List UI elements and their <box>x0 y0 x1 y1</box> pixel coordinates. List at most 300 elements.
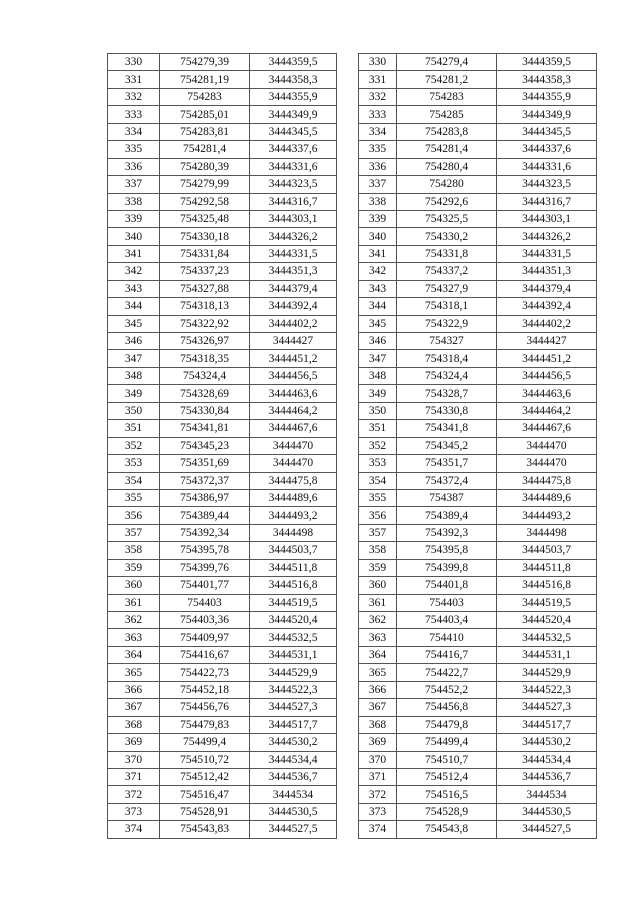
y-coordinate-cell: 3444345,5 <box>250 123 337 140</box>
y-coordinate-cell: 3444355,9 <box>250 88 337 105</box>
x-coordinate-cell: 754325,48 <box>160 210 250 227</box>
y-coordinate-cell: 3444358,3 <box>250 71 337 88</box>
x-coordinate-cell: 754283,8 <box>397 123 497 140</box>
x-coordinate-cell: 754327,9 <box>397 280 497 297</box>
y-coordinate-cell: 3444529,9 <box>250 664 337 681</box>
table-row <box>359 402 597 419</box>
y-coordinate-cell: 3444532,5 <box>497 629 597 646</box>
point-number-cell: 367 <box>359 699 397 716</box>
y-coordinate-cell: 3444464,2 <box>250 402 337 419</box>
x-coordinate-cell: 754279,99 <box>160 176 250 193</box>
x-coordinate-cell: 754283 <box>160 88 250 105</box>
table-row <box>108 193 337 210</box>
table-row <box>108 768 337 785</box>
table-row <box>359 367 597 384</box>
point-number-cell: 362 <box>359 612 397 629</box>
y-coordinate-cell: 3444345,5 <box>497 123 597 140</box>
x-coordinate-cell: 754283,81 <box>160 123 250 140</box>
table-row <box>108 245 337 262</box>
y-coordinate-cell: 3444475,8 <box>250 472 337 489</box>
point-number-cell: 355 <box>108 489 160 506</box>
point-number-cell: 340 <box>108 228 160 245</box>
point-number-cell: 353 <box>359 455 397 472</box>
point-number-cell: 364 <box>359 646 397 663</box>
table-row <box>359 210 597 227</box>
table-row <box>108 542 337 559</box>
y-coordinate-cell: 3444522,3 <box>250 681 337 698</box>
y-coordinate-cell: 3444349,9 <box>250 106 337 123</box>
point-number-cell: 342 <box>359 263 397 280</box>
x-coordinate-cell: 754389,4 <box>397 507 497 524</box>
x-coordinate-cell: 754281,2 <box>397 71 497 88</box>
point-number-cell: 366 <box>108 681 160 698</box>
x-coordinate-cell: 754351,69 <box>160 455 250 472</box>
point-number-cell: 362 <box>108 612 160 629</box>
x-coordinate-cell: 754510,72 <box>160 751 250 768</box>
x-coordinate-cell: 754479,83 <box>160 716 250 733</box>
point-number-cell: 360 <box>359 577 397 594</box>
y-coordinate-cell: 3444323,5 <box>497 176 597 193</box>
point-number-cell: 350 <box>108 402 160 419</box>
table-row <box>108 646 337 663</box>
y-coordinate-cell: 3444517,7 <box>497 716 597 733</box>
y-coordinate-cell: 3444331,6 <box>497 158 597 175</box>
y-coordinate-cell: 3444522,3 <box>497 681 597 698</box>
point-number-cell: 354 <box>359 472 397 489</box>
point-number-cell: 346 <box>359 333 397 350</box>
point-number-cell: 371 <box>108 768 160 785</box>
x-coordinate-cell: 754337,2 <box>397 263 497 280</box>
y-coordinate-cell: 3444331,5 <box>497 245 597 262</box>
table-row <box>108 699 337 716</box>
x-coordinate-cell: 754328,7 <box>397 385 497 402</box>
y-coordinate-cell: 3444316,7 <box>250 193 337 210</box>
table-row <box>108 455 337 472</box>
table-row <box>359 594 597 611</box>
y-coordinate-cell: 3444303,1 <box>497 210 597 227</box>
point-number-cell: 357 <box>359 524 397 541</box>
y-coordinate-cell: 3444359,5 <box>497 54 597 71</box>
x-coordinate-cell: 754543,83 <box>160 821 250 838</box>
x-coordinate-cell: 754452,18 <box>160 681 250 698</box>
point-number-cell: 371 <box>359 768 397 785</box>
y-coordinate-cell: 3444451,2 <box>250 350 337 367</box>
x-coordinate-cell: 754387 <box>397 489 497 506</box>
y-coordinate-cell: 3444355,9 <box>497 88 597 105</box>
table-row <box>359 245 597 262</box>
table-row <box>108 228 337 245</box>
table-row <box>108 472 337 489</box>
table-row <box>359 106 597 123</box>
x-coordinate-cell: 754399,8 <box>397 559 497 576</box>
x-coordinate-cell: 754512,4 <box>397 768 497 785</box>
y-coordinate-cell: 3444527,5 <box>250 821 337 838</box>
table-row <box>359 786 597 803</box>
y-coordinate-cell: 3444456,5 <box>250 367 337 384</box>
y-coordinate-cell: 3444463,6 <box>497 385 597 402</box>
y-coordinate-cell: 3444527,3 <box>250 699 337 716</box>
point-number-cell: 358 <box>108 542 160 559</box>
table-row <box>359 158 597 175</box>
point-number-cell: 368 <box>359 716 397 733</box>
point-number-cell: 369 <box>108 734 160 751</box>
x-coordinate-cell: 754372,37 <box>160 472 250 489</box>
table-row <box>359 716 597 733</box>
table-row <box>108 123 337 140</box>
table-row <box>108 315 337 332</box>
x-coordinate-cell: 754330,8 <box>397 402 497 419</box>
point-number-cell: 360 <box>108 577 160 594</box>
x-coordinate-cell: 754372,4 <box>397 472 497 489</box>
point-number-cell: 351 <box>359 420 397 437</box>
y-coordinate-cell: 3444303,1 <box>250 210 337 227</box>
point-number-cell: 364 <box>108 646 160 663</box>
point-number-cell: 344 <box>359 298 397 315</box>
point-number-cell: 368 <box>108 716 160 733</box>
table-row <box>359 193 597 210</box>
table-row <box>108 350 337 367</box>
point-number-cell: 332 <box>108 88 160 105</box>
coordinates-table-right <box>358 53 597 839</box>
table-row <box>359 333 597 350</box>
x-coordinate-cell: 754528,91 <box>160 803 250 820</box>
y-coordinate-cell: 3444534,4 <box>497 751 597 768</box>
point-number-cell: 351 <box>108 420 160 437</box>
point-number-cell: 331 <box>108 71 160 88</box>
table-row <box>108 437 337 454</box>
x-coordinate-cell: 754341,81 <box>160 420 250 437</box>
point-number-cell: 345 <box>108 315 160 332</box>
table-row <box>359 228 597 245</box>
table-row <box>108 263 337 280</box>
point-number-cell: 374 <box>359 821 397 838</box>
point-number-cell: 334 <box>108 123 160 140</box>
x-coordinate-cell: 754281,19 <box>160 71 250 88</box>
point-number-cell: 345 <box>359 315 397 332</box>
y-coordinate-cell: 3444530,2 <box>250 734 337 751</box>
point-number-cell: 361 <box>359 594 397 611</box>
x-coordinate-cell: 754322,92 <box>160 315 250 332</box>
x-coordinate-cell: 754331,8 <box>397 245 497 262</box>
y-coordinate-cell: 3444519,5 <box>497 594 597 611</box>
x-coordinate-cell: 754326,97 <box>160 333 250 350</box>
y-coordinate-cell: 3444427 <box>497 333 597 350</box>
table-row <box>108 786 337 803</box>
table-row <box>359 629 597 646</box>
y-coordinate-cell: 3444530,2 <box>497 734 597 751</box>
table-row <box>108 106 337 123</box>
y-coordinate-cell: 3444358,3 <box>497 71 597 88</box>
y-coordinate-cell: 3444520,4 <box>250 612 337 629</box>
point-number-cell: 343 <box>359 280 397 297</box>
x-coordinate-cell: 754322,9 <box>397 315 497 332</box>
point-number-cell: 338 <box>108 193 160 210</box>
table-row <box>108 716 337 733</box>
table-row <box>359 472 597 489</box>
y-coordinate-cell: 3444530,5 <box>250 803 337 820</box>
table-body <box>108 54 337 839</box>
y-coordinate-cell: 3444536,7 <box>497 768 597 785</box>
x-coordinate-cell: 754403,36 <box>160 612 250 629</box>
y-coordinate-cell: 3444323,5 <box>250 176 337 193</box>
table-row <box>359 88 597 105</box>
y-coordinate-cell: 3444503,7 <box>250 542 337 559</box>
x-coordinate-cell: 754422,73 <box>160 664 250 681</box>
point-number-cell: 365 <box>108 664 160 681</box>
y-coordinate-cell: 3444470 <box>497 437 597 454</box>
y-coordinate-cell: 3444493,2 <box>250 507 337 524</box>
x-coordinate-cell: 754281,4 <box>160 141 250 158</box>
table-row <box>108 803 337 820</box>
x-coordinate-cell: 754499,4 <box>160 734 250 751</box>
point-number-cell: 343 <box>108 280 160 297</box>
point-number-cell: 372 <box>359 786 397 803</box>
table-row <box>359 176 597 193</box>
x-coordinate-cell: 754452,2 <box>397 681 497 698</box>
y-coordinate-cell: 3444531,1 <box>497 646 597 663</box>
point-number-cell: 369 <box>359 734 397 751</box>
x-coordinate-cell: 754345,23 <box>160 437 250 454</box>
table-row <box>359 280 597 297</box>
y-coordinate-cell: 3444516,8 <box>497 577 597 594</box>
x-coordinate-cell: 754410 <box>397 629 497 646</box>
y-coordinate-cell: 3444337,6 <box>497 141 597 158</box>
y-coordinate-cell: 3444359,5 <box>250 54 337 71</box>
x-coordinate-cell: 754325,5 <box>397 210 497 227</box>
point-number-cell: 348 <box>359 367 397 384</box>
y-coordinate-cell: 3444331,5 <box>250 245 337 262</box>
point-number-cell: 350 <box>359 402 397 419</box>
x-coordinate-cell: 754292,6 <box>397 193 497 210</box>
table-row <box>359 437 597 454</box>
coordinates-table-left <box>107 53 337 839</box>
table-row <box>108 176 337 193</box>
table-row <box>359 315 597 332</box>
y-coordinate-cell: 3444511,8 <box>250 559 337 576</box>
point-number-cell: 341 <box>359 245 397 262</box>
x-coordinate-cell: 754543,8 <box>397 821 497 838</box>
y-coordinate-cell: 3444451,2 <box>497 350 597 367</box>
y-coordinate-cell: 3444467,6 <box>497 420 597 437</box>
point-number-cell: 353 <box>108 455 160 472</box>
table-row <box>359 646 597 663</box>
table-row <box>359 420 597 437</box>
x-coordinate-cell: 754422,7 <box>397 664 497 681</box>
table-row <box>108 158 337 175</box>
point-number-cell: 367 <box>108 699 160 716</box>
y-coordinate-cell: 3444498 <box>250 524 337 541</box>
x-coordinate-cell: 754516,47 <box>160 786 250 803</box>
table-row <box>359 803 597 820</box>
x-coordinate-cell: 754341,8 <box>397 420 497 437</box>
point-number-cell: 336 <box>108 158 160 175</box>
point-number-cell: 335 <box>359 141 397 158</box>
point-number-cell: 334 <box>359 123 397 140</box>
x-coordinate-cell: 754318,4 <box>397 350 497 367</box>
x-coordinate-cell: 754285,01 <box>160 106 250 123</box>
x-coordinate-cell: 754330,84 <box>160 402 250 419</box>
y-coordinate-cell: 3444534,4 <box>250 751 337 768</box>
x-coordinate-cell: 754285 <box>397 106 497 123</box>
table-row <box>359 71 597 88</box>
y-coordinate-cell: 3444351,3 <box>497 263 597 280</box>
y-coordinate-cell: 3444516,8 <box>250 577 337 594</box>
y-coordinate-cell: 3444475,8 <box>497 472 597 489</box>
table-row <box>359 542 597 559</box>
point-number-cell: 337 <box>108 176 160 193</box>
table-row <box>359 298 597 315</box>
x-coordinate-cell: 754416,67 <box>160 646 250 663</box>
table-row <box>108 629 337 646</box>
table-row <box>108 507 337 524</box>
point-number-cell: 347 <box>108 350 160 367</box>
x-coordinate-cell: 754456,8 <box>397 699 497 716</box>
table-row <box>359 751 597 768</box>
point-number-cell: 342 <box>108 263 160 280</box>
y-coordinate-cell: 3444326,2 <box>497 228 597 245</box>
y-coordinate-cell: 3444456,5 <box>497 367 597 384</box>
point-number-cell: 370 <box>108 751 160 768</box>
x-coordinate-cell: 754392,34 <box>160 524 250 541</box>
point-number-cell: 373 <box>108 803 160 820</box>
y-coordinate-cell: 3444532,5 <box>250 629 337 646</box>
point-number-cell: 361 <box>108 594 160 611</box>
y-coordinate-cell: 3444536,7 <box>250 768 337 785</box>
table-row <box>359 123 597 140</box>
y-coordinate-cell: 3444326,2 <box>250 228 337 245</box>
y-coordinate-cell: 3444530,5 <box>497 803 597 820</box>
table-row <box>108 612 337 629</box>
y-coordinate-cell: 3444316,7 <box>497 193 597 210</box>
y-coordinate-cell: 3444379,4 <box>250 280 337 297</box>
table-row <box>108 420 337 437</box>
table-row <box>359 577 597 594</box>
point-number-cell: 357 <box>108 524 160 541</box>
table-row <box>359 489 597 506</box>
table-row <box>108 734 337 751</box>
y-coordinate-cell: 3444503,7 <box>497 542 597 559</box>
y-coordinate-cell: 3444498 <box>497 524 597 541</box>
table-row <box>108 524 337 541</box>
table-row <box>359 54 597 71</box>
x-coordinate-cell: 754499,4 <box>397 734 497 751</box>
y-coordinate-cell: 3444529,9 <box>497 664 597 681</box>
table-row <box>108 367 337 384</box>
x-coordinate-cell: 754280 <box>397 176 497 193</box>
table-row <box>108 88 337 105</box>
y-coordinate-cell: 3444517,7 <box>250 716 337 733</box>
table-row <box>359 559 597 576</box>
point-number-cell: 366 <box>359 681 397 698</box>
point-number-cell: 339 <box>108 210 160 227</box>
x-coordinate-cell: 754351,7 <box>397 455 497 472</box>
y-coordinate-cell: 3444331,6 <box>250 158 337 175</box>
point-number-cell: 336 <box>359 158 397 175</box>
y-coordinate-cell: 3444351,3 <box>250 263 337 280</box>
point-number-cell: 348 <box>108 367 160 384</box>
point-number-cell: 338 <box>359 193 397 210</box>
x-coordinate-cell: 754330,18 <box>160 228 250 245</box>
point-number-cell: 340 <box>359 228 397 245</box>
y-coordinate-cell: 3444527,3 <box>497 699 597 716</box>
table-row <box>359 734 597 751</box>
table-row <box>359 612 597 629</box>
x-coordinate-cell: 754392,3 <box>397 524 497 541</box>
y-coordinate-cell: 3444337,6 <box>250 141 337 158</box>
table-row <box>359 263 597 280</box>
x-coordinate-cell: 754330,2 <box>397 228 497 245</box>
y-coordinate-cell: 3444511,8 <box>497 559 597 576</box>
x-coordinate-cell: 754456,76 <box>160 699 250 716</box>
x-coordinate-cell: 754337,23 <box>160 263 250 280</box>
x-coordinate-cell: 754479,8 <box>397 716 497 733</box>
y-coordinate-cell: 3444392,4 <box>497 298 597 315</box>
point-number-cell: 333 <box>108 106 160 123</box>
point-number-cell: 365 <box>359 664 397 681</box>
point-number-cell: 354 <box>108 472 160 489</box>
x-coordinate-cell: 754510,7 <box>397 751 497 768</box>
y-coordinate-cell: 3444470 <box>250 455 337 472</box>
x-coordinate-cell: 754281,4 <box>397 141 497 158</box>
table-row <box>108 681 337 698</box>
x-coordinate-cell: 754399,76 <box>160 559 250 576</box>
table-row <box>108 489 337 506</box>
point-number-cell: 373 <box>359 803 397 820</box>
table-row <box>108 385 337 402</box>
x-coordinate-cell: 754292,58 <box>160 193 250 210</box>
point-number-cell: 346 <box>108 333 160 350</box>
y-coordinate-cell: 3444534 <box>497 786 597 803</box>
y-coordinate-cell: 3444470 <box>497 455 597 472</box>
table-row <box>359 524 597 541</box>
point-number-cell: 352 <box>359 437 397 454</box>
table-row <box>108 298 337 315</box>
x-coordinate-cell: 754318,35 <box>160 350 250 367</box>
point-number-cell: 370 <box>359 751 397 768</box>
table-row <box>359 664 597 681</box>
point-number-cell: 359 <box>359 559 397 576</box>
point-number-cell: 347 <box>359 350 397 367</box>
x-coordinate-cell: 754318,1 <box>397 298 497 315</box>
point-number-cell: 349 <box>359 385 397 402</box>
y-coordinate-cell: 3444379,4 <box>497 280 597 297</box>
table-row <box>359 385 597 402</box>
x-coordinate-cell: 754401,8 <box>397 577 497 594</box>
x-coordinate-cell: 754528,9 <box>397 803 497 820</box>
x-coordinate-cell: 754403,4 <box>397 612 497 629</box>
y-coordinate-cell: 3444392,4 <box>250 298 337 315</box>
point-number-cell: 355 <box>359 489 397 506</box>
x-coordinate-cell: 754386,97 <box>160 489 250 506</box>
y-coordinate-cell: 3444493,2 <box>497 507 597 524</box>
x-coordinate-cell: 754318,13 <box>160 298 250 315</box>
point-number-cell: 335 <box>108 141 160 158</box>
x-coordinate-cell: 754395,78 <box>160 542 250 559</box>
y-coordinate-cell: 3444519,5 <box>250 594 337 611</box>
table-row <box>108 71 337 88</box>
point-number-cell: 359 <box>108 559 160 576</box>
table-row <box>108 821 337 838</box>
table-row <box>108 664 337 681</box>
table-row <box>359 821 597 838</box>
x-coordinate-cell: 754283 <box>397 88 497 105</box>
x-coordinate-cell: 754328,69 <box>160 385 250 402</box>
table-row <box>108 594 337 611</box>
point-number-cell: 363 <box>108 629 160 646</box>
point-number-cell: 344 <box>108 298 160 315</box>
y-coordinate-cell: 3444527,5 <box>497 821 597 838</box>
y-coordinate-cell: 3444489,6 <box>250 489 337 506</box>
